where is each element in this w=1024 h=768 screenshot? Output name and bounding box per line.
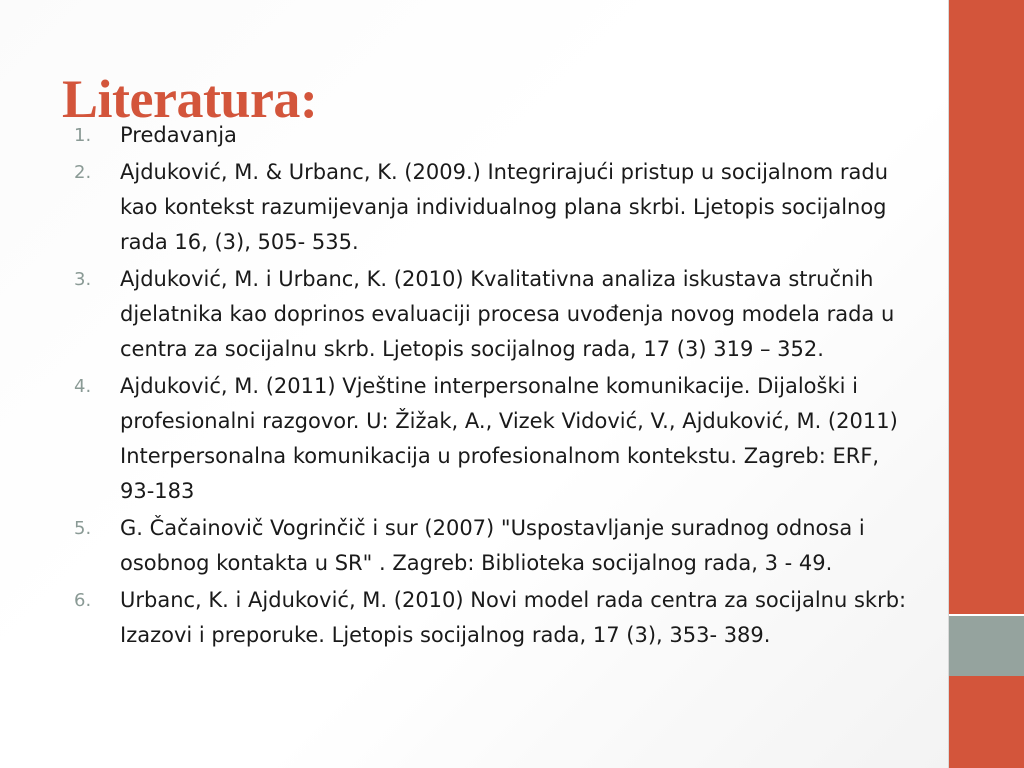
reference-text: Ajduković, M. (2011) Vještine interpersonalne komunikacije. Dijaloški i profesionalni razgovor. U: Žižak, A., Vizek Vidović, V., Ajduković, M. (2011) Interpersonalna komunikacija u profesionalnom kontekstu. Zagreb: ERF, 93-183 [120,374,898,503]
reference-text: Ajduković, M. & Urbanc, K. (2009.) Integrirajući pristup u socijalnom radu kao kontekst razumijevanja individualnog plana skrbi. Ljetopis socijalnog rada 16, (3), 505- 535. [120,160,889,254]
reference-text: Ajduković, M. i Urbanc, K. (2010) Kvalitativna analiza iskustava stručnih djelatnika kao doprinos evaluaciji procesa uvođenja novog modela rada u centra za socijalnu skrb. Ljetopis socijalnog rada, 17 (3) 319 – 352. [120,267,895,361]
reference-item-5 [62,511,912,581]
reference-text: Urbanc, K. i Ajduković, M. (2010) Novi model rada centra za socijalnu skrb: Izazovi i preporuke. Ljetopis socijalnog rada, 17 (3), 353- 389. [120,588,907,647]
reference-number: 1. [74,125,92,146]
reference-list [62,118,912,655]
reference-item-4 [62,369,912,509]
reference-number: 5. [74,518,92,539]
sidebar-bottom-band [949,676,1024,768]
reference-item-6 [62,583,912,653]
reference-text: Predavanja [120,123,237,147]
sidebar-accent-band [949,0,1024,614]
reference-number: 4. [74,376,92,397]
reference-text: G. Čačainovič Vogrinčič i sur (2007) "Uspostavljanje suradnog odnosa i osobnog kontakta u SR" . Zagreb: Biblioteka socijalnog rada, 3 - 49. [120,516,865,575]
reference-number: 3. [74,269,92,290]
sidebar-grey-band [949,616,1024,676]
decorative-sidebar [948,0,1024,768]
slide-title: Literatura: [62,69,318,129]
reference-number: 6. [74,590,92,611]
reference-item-1 [62,118,912,153]
reference-number: 2. [74,162,92,183]
reference-item-3 [62,262,912,367]
reference-item-2 [62,155,912,260]
